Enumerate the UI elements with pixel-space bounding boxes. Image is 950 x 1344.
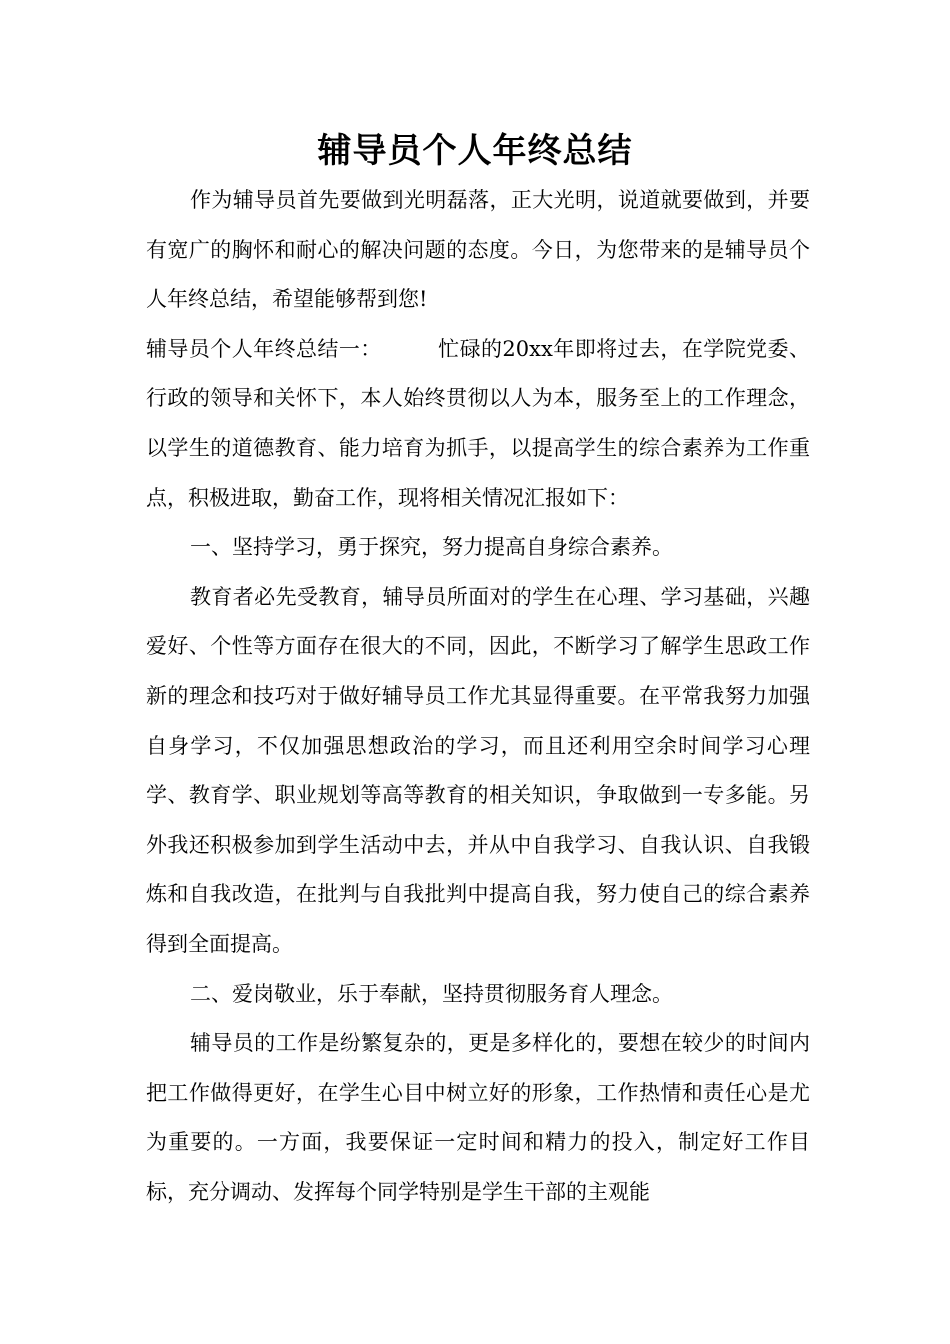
- document-body: [146, 176, 810, 1217]
- summary-one-paragraph: [146, 325, 810, 523]
- intro-paragraph: 作为辅导员首先要做到光明磊落，正大光明，说道就要做到，并要有宽广的胸怀和耐心的解决问题的态度。今日，为您带来的是辅导员个人年终总结，希望能够帮到您!: [146, 188, 810, 312]
- section-heading-one: 一、坚持学习，勇于探究，努力提高自身综合素养。: [190, 535, 673, 560]
- document-title: 辅导员个人年终总结: [317, 131, 633, 171]
- section-heading-two: 二、爱岗敬业，乐于奉献，坚持贯彻服务育人理念。: [190, 981, 673, 1006]
- summary-one-body: 忙碌的20xx年即将过去，在学院党委、行政的领导和关怀下，本人始终贯彻以人为本，服务至上的工作理念，以学生的道德教育、能力培育为抓手，以提高学生的综合素养为工作重点，积极进取，勤奋工作，现将相关情况汇报如下：: [146, 336, 810, 510]
- summary-one-label: 辅导员个人年终总结一：: [146, 336, 382, 361]
- section-two-paragraph: 辅导员的工作是纷繁复杂的，更是多样化的，要想在较少的时间内把工作做得更好，在学生心目中树立好的形象，工作热情和责任心是尤为重要的。一方面，我要保证一定时间和精力的投入，制定好工作目标，充分调动、发挥每个同学特别是学生干部的主观能: [146, 1031, 810, 1204]
- section-one-paragraph: 教育者必先受教育，辅导员所面对的学生在心理、学习基础，兴趣爱好、个性等方面存在很大的不同，因此，不断学习了解学生思政工作新的理念和技巧对于做好辅导员工作尤其显得重要。在平常我努力加强自身学习，不仅加强思想政治的学习，而且还利用空余时间学习心理学、教育学、职业规划等高等教育的相关知识，争取做到一专多能。另外我还积极参加到学生活动中去，并从中自我学习、自我认识、自我锻炼和自我改造，在批判与自我批判中提高自我，努力使自己的综合素养得到全面提高。: [146, 584, 810, 956]
